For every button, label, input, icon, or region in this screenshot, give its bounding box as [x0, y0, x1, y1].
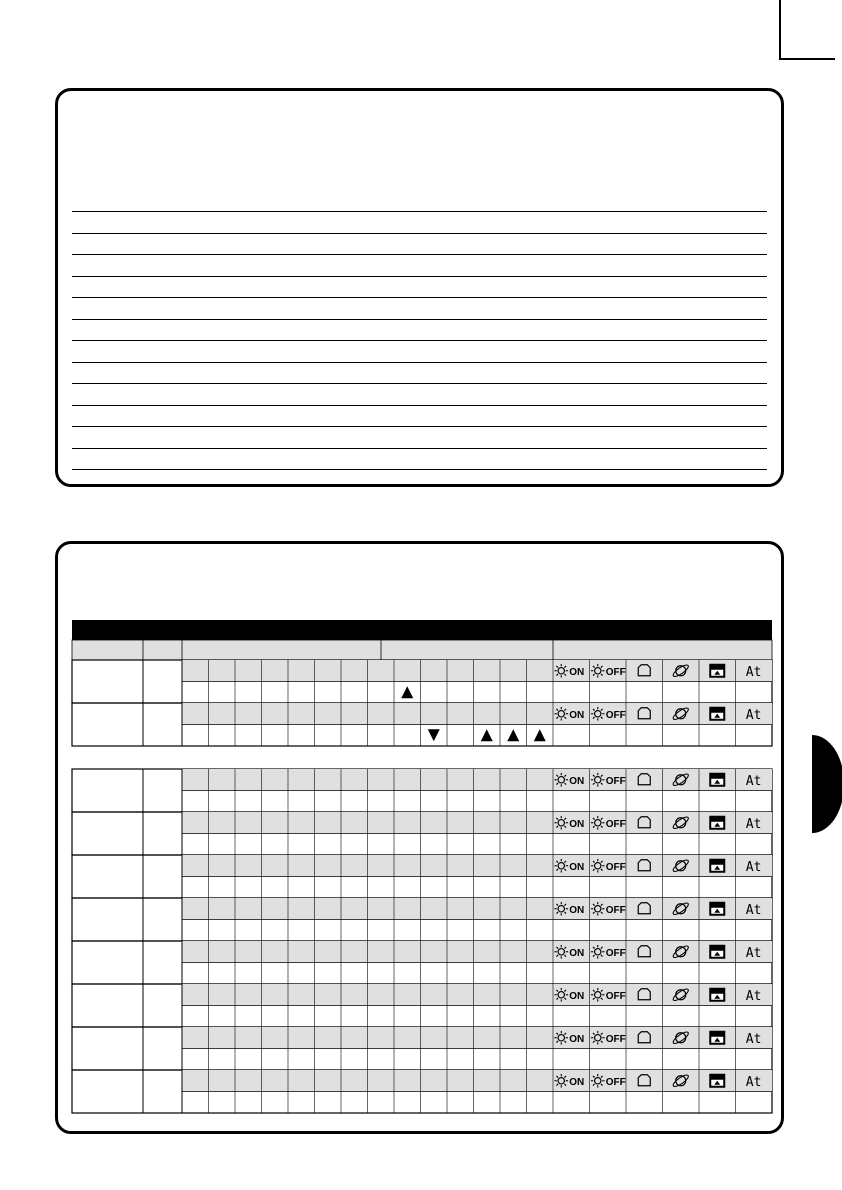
at-icon: At: [745, 988, 762, 1004]
note-line: [72, 254, 767, 255]
sun-off-icon-label: OFF: [605, 666, 626, 678]
at-icon: At: [745, 816, 762, 832]
note-line: [72, 448, 767, 449]
note-line: [72, 340, 767, 341]
sun-off-icon-label: OFF: [605, 709, 626, 721]
at-icon: At: [745, 1031, 762, 1047]
sun-on-icon-label: ON: [569, 709, 585, 721]
arrow-up-icon: [534, 729, 546, 741]
sun-on-icon-label: ON: [569, 1076, 585, 1088]
entry-shaded-row: [182, 660, 772, 682]
note-line: [72, 383, 767, 384]
sun-off-icon-label: OFF: [605, 904, 626, 916]
entry-shaded-row: [182, 941, 772, 963]
section-thumb-tab: [812, 735, 842, 833]
table-subheader-bar: [72, 640, 772, 660]
notes-box: [55, 88, 784, 487]
at-icon: At: [745, 773, 762, 789]
note-line: [72, 211, 767, 212]
crop-mark-top-right-vertical: [779, 0, 781, 60]
note-line: [72, 297, 767, 298]
sun-on-icon-label: ON: [569, 861, 585, 873]
sun-off-icon-label: OFF: [605, 1033, 626, 1045]
crop-mark-top-right-horizontal: [780, 58, 835, 60]
arrow-up-icon: [481, 729, 493, 741]
schedule-table-box: [55, 541, 784, 1134]
arrow-down-icon: [428, 729, 440, 741]
table-header-bar: [72, 620, 772, 640]
sun-on-icon-label: ON: [569, 947, 585, 959]
sun-off-icon-label: OFF: [605, 775, 626, 787]
note-line: [72, 469, 767, 470]
at-icon: At: [745, 664, 762, 680]
at-icon: At: [745, 1074, 762, 1090]
sun-on-icon-label: ON: [569, 775, 585, 787]
entry-shaded-row: [182, 769, 772, 791]
entry-shaded-row: [182, 812, 772, 834]
arrow-up-icon: [401, 686, 413, 698]
sun-off-icon-label: OFF: [605, 818, 626, 830]
note-line: [72, 426, 767, 427]
sun-off-icon-label: OFF: [605, 861, 626, 873]
sun-on-icon-label: ON: [569, 1033, 585, 1045]
sun-on-icon-label: ON: [569, 666, 585, 678]
entry-shaded-row: [182, 984, 772, 1006]
sun-off-icon-label: OFF: [605, 1076, 626, 1088]
sun-on-icon-label: ON: [569, 904, 585, 916]
at-icon: At: [745, 707, 762, 723]
arrow-up-icon: [507, 729, 519, 741]
note-line: [72, 319, 767, 320]
at-icon: At: [745, 945, 762, 961]
entry-shaded-row: [182, 898, 772, 920]
note-line: [72, 276, 767, 277]
entry-shaded-row: [182, 855, 772, 877]
note-line: [72, 362, 767, 363]
schedule-table: [58, 544, 787, 1137]
sun-off-icon-label: OFF: [605, 990, 626, 1002]
at-icon: At: [745, 902, 762, 918]
entry-shaded-row: [182, 703, 772, 725]
sun-on-icon-label: ON: [569, 818, 585, 830]
sun-off-icon-label: OFF: [605, 947, 626, 959]
entry-shaded-row: [182, 1027, 772, 1049]
note-line: [72, 405, 767, 406]
at-icon: At: [745, 859, 762, 875]
entry-shaded-row: [182, 1070, 772, 1092]
note-line: [72, 233, 767, 234]
sun-on-icon-label: ON: [569, 990, 585, 1002]
